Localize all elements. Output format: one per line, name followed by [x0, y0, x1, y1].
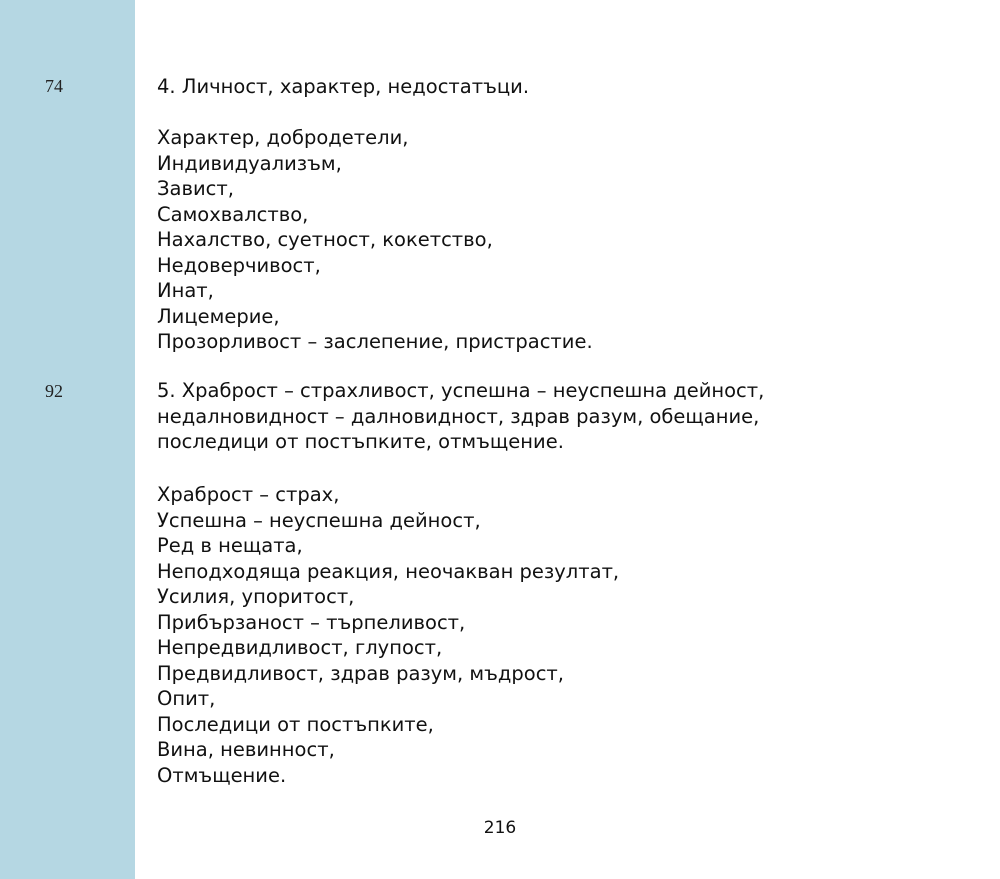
list-item: Прозорливост – заслепение, пристрастие. — [157, 330, 593, 353]
list-item: Характер, добродетели, — [157, 126, 409, 149]
section-2-heading — [157, 378, 957, 455]
section-1-heading — [157, 74, 957, 100]
list-item: Последици от постъпките, — [157, 712, 434, 736]
list-item: Храброст – страх, — [157, 483, 340, 506]
section-2-heading-line: недалновидност – далновидност, здрав разум, обещание, — [157, 404, 760, 428]
margin-band — [0, 0, 135, 879]
list-item: Непредвидливост, глупост, — [157, 636, 443, 659]
list-item: Завист, — [157, 177, 234, 200]
section-2-heading-line: последици от постъпките, отмъщение. — [157, 430, 564, 453]
list-item: Успешна – неуспешна дейност, — [157, 508, 481, 532]
list-item: Отмъщение. — [157, 763, 287, 787]
list-item: Лицемерие, — [157, 304, 280, 328]
list-item: Предвидливост, здрав разум, мъдрост, — [157, 661, 564, 685]
list-item: Вина, невинност, — [157, 738, 335, 761]
list-item: Нахалство, суетност, кокетство, — [157, 228, 493, 251]
section-2-list — [157, 482, 957, 788]
page-number — [0, 818, 1000, 838]
page-number-text: 216 — [483, 818, 517, 838]
list-item: Недоверчивост, — [157, 253, 321, 277]
list-item: Опит, — [157, 687, 216, 710]
section-1-reference-number: 74 — [45, 76, 63, 96]
list-item: Индивидуализъм, — [157, 151, 342, 175]
list-item: Инат, — [157, 279, 214, 302]
list-item: Самохвалство, — [157, 202, 309, 226]
list-item: Неподходяща реакция, неочакван резултат, — [157, 559, 620, 583]
section-2-heading-line: 5. Храброст – страхливост, успешна – неуспешна дейност, — [157, 379, 765, 402]
section-2-reference-number: 92 — [45, 381, 63, 401]
section-1-heading-text: 4. Личност, характер, недостатъци. — [157, 75, 530, 98]
list-item: Ред в нещата, — [157, 534, 303, 557]
list-item: Прибързаност – търпеливост, — [157, 610, 466, 634]
list-item: Усилия, упоритост, — [157, 585, 355, 608]
section-1-list — [157, 125, 957, 355]
